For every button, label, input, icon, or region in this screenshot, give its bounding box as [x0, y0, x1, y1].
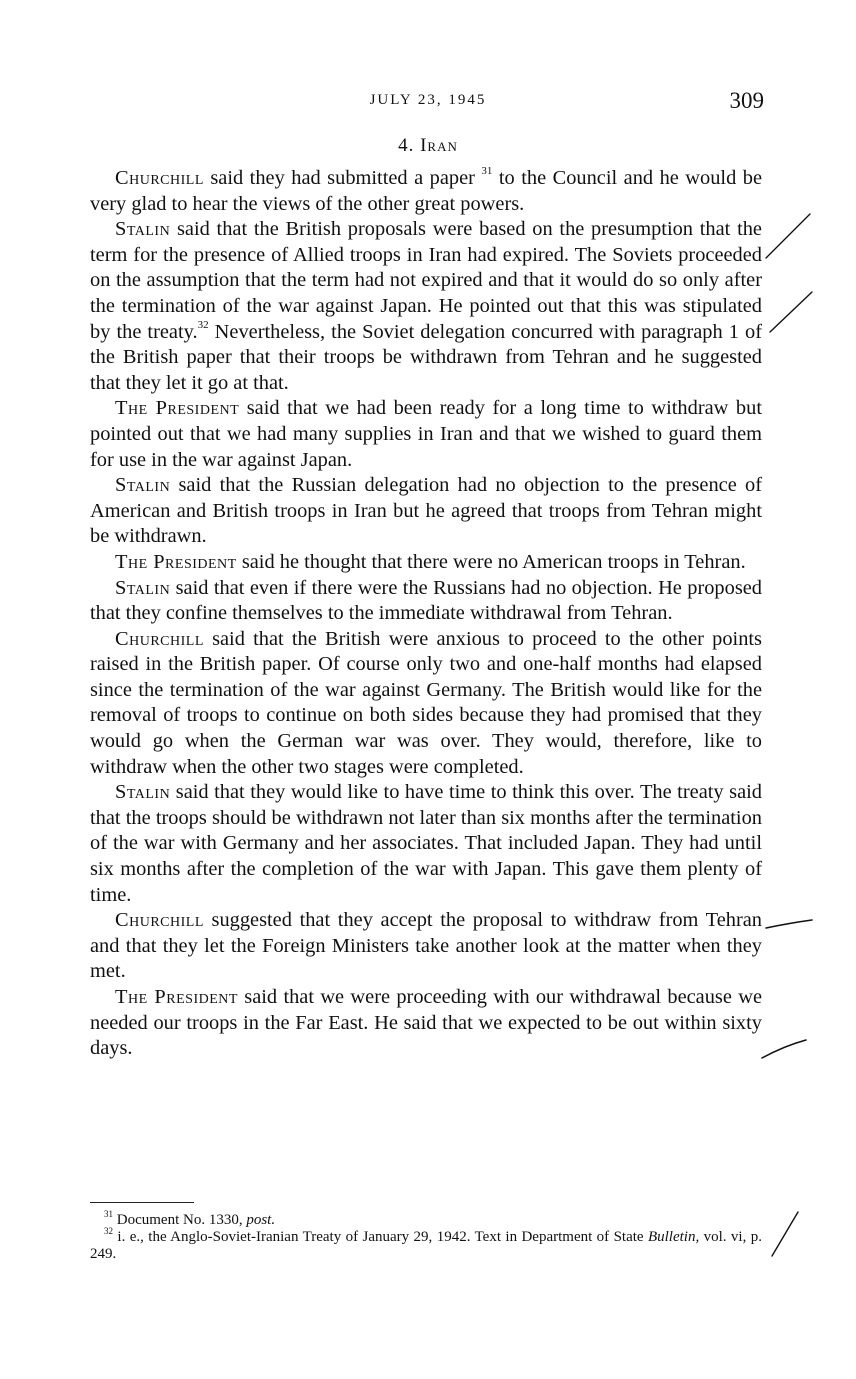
paragraph — [90, 908, 762, 985]
paragraph — [90, 396, 762, 473]
footnote — [90, 1209, 762, 1229]
paragraph-text: said that we were proceeding with our withdrawal because we needed our troops in the Far East. He said that we expected to be out within sixty days. — [90, 986, 763, 1060]
paragraph — [90, 985, 762, 1062]
footnote-italic: post. — [246, 1212, 276, 1228]
footnote-ref: 32 — [197, 318, 209, 331]
paragraph — [90, 473, 762, 550]
paragraph — [90, 780, 762, 908]
margin-dash-mark — [762, 1040, 806, 1058]
footnote-number: 32 — [104, 1226, 113, 1236]
paragraph-text: said he thought that there were no American troops in Tehran. — [236, 550, 746, 573]
paragraph — [90, 217, 762, 396]
speaker-name: Churchill — [115, 909, 204, 932]
paragraph-text: to the Council and he would be very glad to hear the views of the other great powers. — [90, 167, 762, 215]
speaker-name: Churchill — [115, 167, 204, 189]
paragraph — [90, 627, 762, 781]
footnote-divider — [90, 1202, 194, 1203]
paragraph-text: said they had submitted a paper — [203, 167, 482, 189]
paragraph — [90, 550, 762, 576]
speaker-name: Stalin — [115, 474, 171, 497]
footnote-text: i. e., the Anglo-Soviet-Iranian Treaty of January 29, 1942. Text in Department of State — [113, 1229, 648, 1245]
speaker-name: The President — [115, 986, 238, 1008]
paragraph-text: Nevertheless, the Soviet delegation concurred with paragraph 1 of the British paper that their troops be withdrawn from Tehran and he suggested that they let it go at that. — [90, 320, 762, 394]
speaker-name: Stalin — [115, 218, 171, 241]
speaker-name: Stalin — [115, 781, 171, 804]
page-number: 309 — [729, 88, 764, 113]
margin-slash-mark — [772, 1212, 798, 1256]
speaker-name: The President — [115, 397, 240, 420]
paragraph-text: said that they would like to have time to think this over. The treaty said that the troops should be withdrawn not later than six months after the termination of the war with Germany and her associates. That included Japan. They had until six months after the completion of the war with Japan. This gave them plenty of time. — [90, 781, 762, 906]
speaker-name: Churchill — [115, 627, 204, 650]
margin-slash-mark — [770, 292, 812, 332]
footnote-text: Document No. 1330, — [113, 1212, 247, 1228]
footnote-italic: Bulletin, — [647, 1229, 700, 1245]
paragraph — [90, 166, 762, 217]
footnote — [90, 1226, 762, 1263]
header-date: JULY 23, 1945 — [369, 92, 487, 108]
footnote-text: vol. vi, p. 249. — [90, 1229, 762, 1262]
body-text — [90, 166, 762, 1062]
paragraph-text: said that the British were anxious to proceed to the other points raised in the British paper. Of course only two and one-half months had elapsed since the termination of the war against Germany. The British would like for the removal of troops to continue on both sides because they had promised that they would go when the German war was over. They would, therefore, like to withdraw when the other two stages were completed. — [90, 627, 762, 778]
running-head — [0, 88, 856, 118]
speaker-name: The President — [115, 550, 237, 573]
speaker-name: Stalin — [115, 576, 171, 599]
paragraph-text: said that the British proposals were based on the presumption that the term for the presence of Allied troops in Iran had expired. The Soviets proceeded on the assumption that the term had not expired and that it would do so only after the termination of the war against Japan. He pointed out that this was stipulated by the treaty. — [90, 218, 762, 343]
footnotes — [90, 1209, 762, 1263]
margin-slash-mark — [766, 214, 810, 258]
paragraph-text: said that the Russian delegation had no objection to the presence of American and British troops in Iran but he agreed that troops from Tehran might be withdrawn. — [90, 474, 762, 548]
paragraph — [90, 576, 762, 627]
margin-dash-mark — [766, 920, 812, 928]
paragraph-text: said that we had been ready for a long time to withdraw but pointed out that we had many supplies in Iran and that we wished to guard them for use in the war against Japan. — [90, 397, 762, 471]
paragraph-text: said that even if there were the Russians had no objection. He proposed that they confine themselves to the immediate withdrawal from Tehran. — [90, 576, 762, 625]
section-number: 4. — [398, 135, 415, 156]
section-title — [0, 135, 856, 157]
paragraph-text: suggested that they accept the proposal to withdraw from Tehran and that they let the Foreign Ministers take another look at the matter when they met. — [90, 909, 762, 983]
section-name: Iran — [420, 135, 458, 156]
footnote-ref: 31 — [481, 165, 493, 178]
footnote-number: 31 — [104, 1209, 113, 1219]
